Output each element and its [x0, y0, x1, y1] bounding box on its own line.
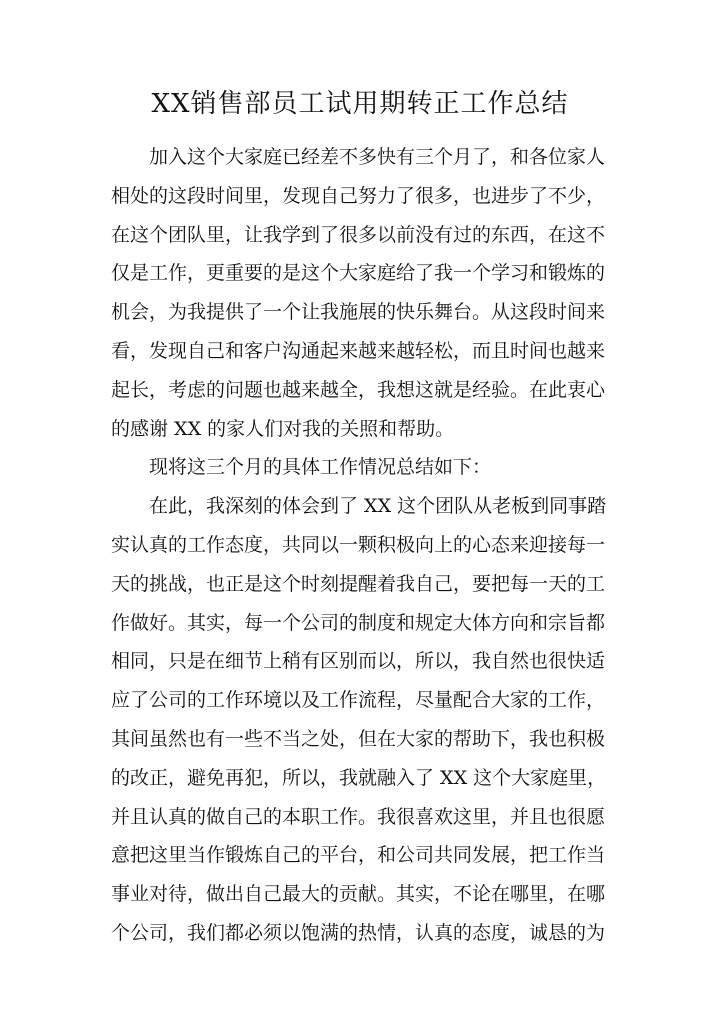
document-body [111, 138, 627, 953]
paragraph-3-line-9: 并且认真的做自己的本职工作。我很喜欢这里，并且也很愿 [111, 805, 606, 828]
paragraph-3-line-7: 其间虽然也有一些不当之处，但在大家的帮助下，我也积极 [111, 727, 606, 750]
paragraph-1-line-1: 加入这个大家庭已经差不多快有三个月了，和各位家人 [149, 146, 606, 168]
paragraph-1-line-4: 仅是工作，更重要的是这个大家庭给了我一个学习和锻炼的 [111, 262, 606, 285]
paragraph-1-line-6: 看，发现自己和客户沟通起来越来越轻松，而且时间也越来 [111, 339, 606, 362]
paragraph-1-line-3: 在这个团队里，让我学到了很多以前没有过的东西，在这不 [111, 223, 606, 246]
document-title: XX销售部员工试用期转正工作总结 [151, 89, 569, 119]
paragraph-3-line-10: 意把这里当作锻炼自己的平台，和公司共同发展，把工作当 [111, 844, 606, 867]
paragraph-1-line-2: 相处的这段时间里，发现自己努力了很多，也进步了不少， [111, 184, 606, 207]
paragraph-3-line-1: 在此，我深刻的体会到了 XX 这个团队从老板到同事踏 [149, 495, 607, 518]
paragraph-3-line-5: 相同，只是在细节上稍有区别而以，所以，我自然也很快适 [111, 650, 606, 673]
paragraph-3-line-3: 天的挑战，也正是这个时刻提醒着我自己，要把每一天的工 [111, 572, 606, 595]
paragraph-3-line-2: 实认真的工作态度，共同以一颗积极向上的心态来迎接每一 [111, 533, 606, 556]
paragraph-1-line-7: 起长，考虑的问题也越来越全，我想这就是经验。在此衷心 [111, 378, 606, 401]
paragraph-1-line-5: 机会，为我提供了一个让我施展的快乐舞台。从这段时间来 [111, 301, 606, 324]
paragraph-3-line-6: 应了公司的工作环境以及工作流程，尽量配合大家的工作， [111, 689, 606, 712]
paragraph-3-line-4: 作做好。其实，每一个公司的制度和规定大体方向和宗旨都 [111, 611, 606, 634]
paragraph-3-line-11: 事业对待，做出自己最大的贡献。其实，不论在哪里，在哪 [111, 883, 606, 906]
paragraph-2-line-1: 现将这三个月的具体工作情况总结如下： [149, 456, 492, 479]
paragraph-3-line-12: 个公司，我们都必须以饱满的热情，认真的态度，诚恳的为 [111, 921, 606, 944]
paragraph-1-line-8: 的感谢 XX 的家人们对我的关照和帮助。 [111, 417, 455, 440]
paragraph-3-line-8: 的改正，避免再犯，所以，我就融入了 XX 这个大家庭里， [111, 766, 607, 789]
